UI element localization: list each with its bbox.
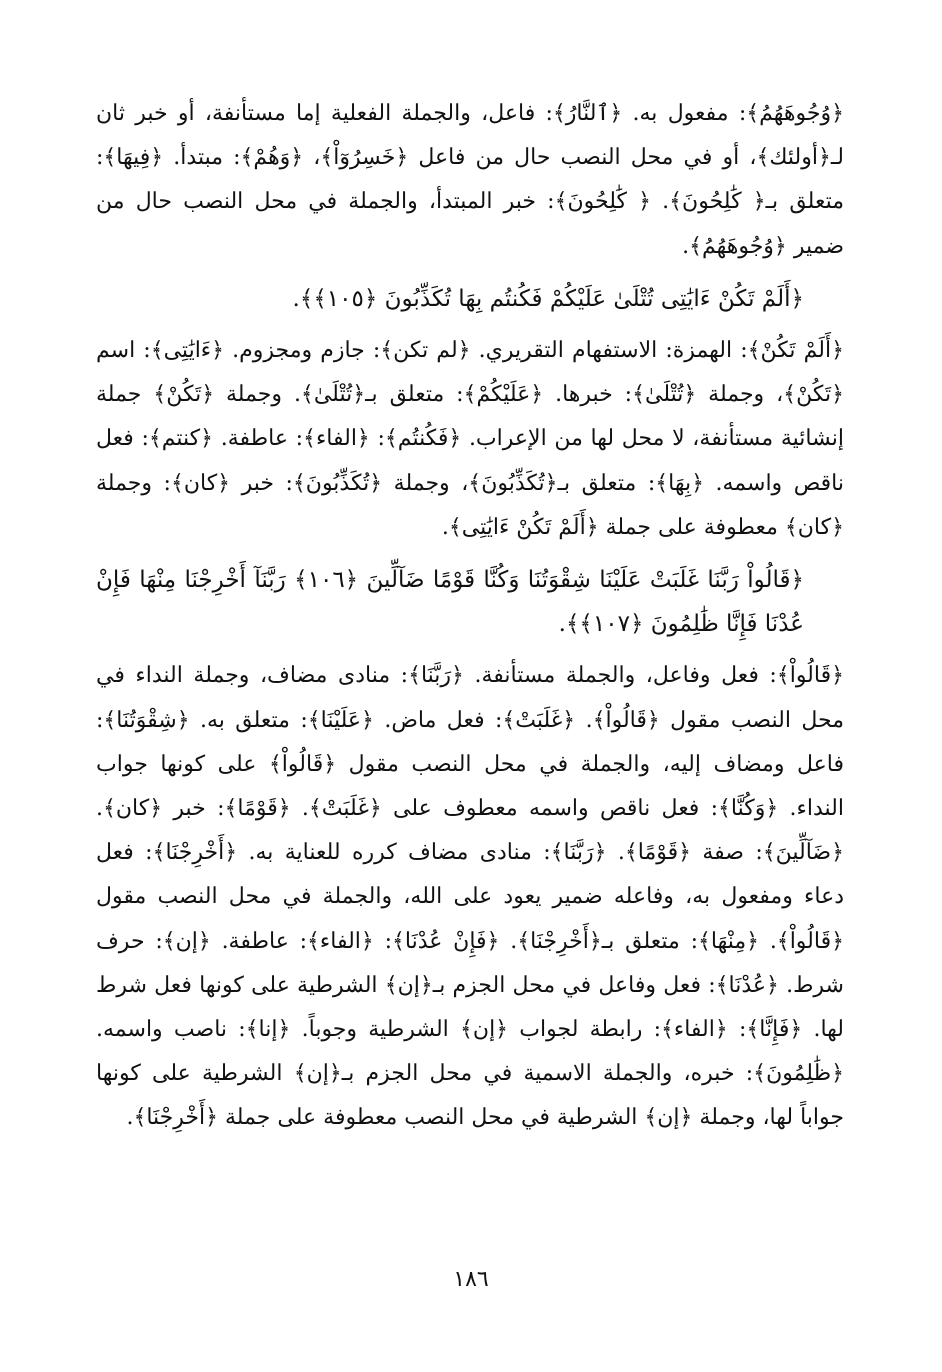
paragraph-irab-qalu: ﴿قَالُواْ﴾: فعل وفاعل، والجملة مستأنفة. ﴿رَبَّنَا﴾: منادى مضاف، وجملة النداء في محل النصب مقول ﴿قَالُواْ﴾. ﴿غَلَبَتْ﴾: فعل ماض. ﴿عَلَيْنَا﴾: متعلق به. ﴿شِقْوَتُنَا﴾: فاعل ومضاف إليه، والجملة في محل النصب مقول ﴿قَالُواْ﴾ على كونها جواب النداء. ﴿وَكُنَّا﴾: فعل ناقص واسمه معطوف على ﴿غَلَبَتْ﴾. ﴿قَوْمًا﴾: خبر ﴿كان﴾. ﴿ضَآلِّينَ﴾: صفة ﴿قَوْمًا﴾. ﴿رَبَّنَا﴾: منادى مضاف كرره للعناية به. ﴿أَخْرِجْنَا﴾: فعل دعاء ومفعول به، وفاعله ضمير يعود على الله، والجملة في محل النصب مقول ﴿قَالُواْ﴾. ﴿مِنْهَا﴾: متعلق بـ﴿أَخْرِجْنَا﴾. ﴿فَإِنْ عُدْنَا﴾: ﴿الفاء﴾: عاطفة. ﴿إن﴾: حرف شرط. ﴿عُدْنَا﴾: فعل وفاعل في محل الجزم بـ﴿إن﴾ الشرطية على كونها فعل شرط لها. ﴿فَإِنَّا﴾: ﴿الفاء﴾: رابطة لجواب ﴿إن﴾ الشرطية وجوباً. ﴿إنا﴾: ناصب واسمه. ﴿ظَٰلِمُونَ﴾: خبره، والجملة الاسمية في محل الجزم بـ﴿إن﴾ الشرطية على كونها جواباً لها، وجملة ﴿إن﴾ الشرطية في محل النصب معطوفة على جملة ﴿أَخْرِجْنَا﴾. [96, 663, 844, 1131]
page-number: ١٨٦ [453, 1267, 489, 1292]
page-body [96, 92, 844, 1141]
ayah-105: ﴿أَلَمْ تَكُنْ ءَايَٰتِى تُتْلَىٰ عَلَيْكُمْ فَكُنتُم بِهَا تُكَذِّبُونَ ﴿١٠٥﴾﴾. [292, 285, 804, 312]
paragraph-irab-wujuhahum: ﴿وُجُوهَهُمُ﴾: مفعول به. ﴿ٱلنَّارُ﴾: فاعل، والجملة الفعلية إما مستأنفة، أو خبر ثان لـ﴿أولئك﴾، أو في محل النصب حال من فاعل ﴿خَسِرُوٓاْ﴾، ﴿وَهُمْ﴾: مبتدأ. ﴿فِيهَا﴾: متعلق بـ﴿ كَٰلِحُونَ﴾. ﴿ كَٰلِحُونَ﴾: خبر المبتدأ، والجملة في محل النصب حال من ضمير ﴿وُجُوهَهُمُ﴾. [96, 101, 844, 259]
ayah-106-107: ﴿قَالُواْ رَبَّنَا غَلَبَتْ عَلَيْنَا شِقْوَتُنَا وَكُنَّا قَوْمًا ضَآلِّينَ ﴿١٠٦﴾ رَبَّنَآ أَخْرِجْنَا مِنْهَا فَإِنْ عُدْنَا فَإِنَّا ظَٰلِمُونَ ﴿١٠٧﴾﴾. [96, 567, 804, 638]
paragraph-irab-alam-takun: ﴿أَلَمْ تَكُنْ﴾: الهمزة: الاستفهام التقريري. ﴿لم تكن﴾: جازم ومجزوم. ﴿ءَايَٰتِى﴾: اسم ﴿تَكُنْ﴾، وجملة ﴿تُتْلَىٰ﴾: خبرها. ﴿عَلَيْكُمْ﴾: متعلق بـ﴿تُتْلَىٰ﴾. وجملة ﴿تَكُنْ﴾ جملة إنشائية مستأنفة، لا محل لها من الإعراب. ﴿فَكُنتُم﴾: ﴿الفاء﴾: عاطفة. ﴿كنتم﴾: فعل ناقص واسمه. ﴿بِهَا﴾: متعلق بـ﴿تُكَذِّبُونَ﴾، وجملة ﴿تُكَذِّبُونَ﴾: خبر ﴿كان﴾: وجملة ﴿كان﴾ معطوفة على جملة ﴿أَلَمْ تَكُنْ ءَايَٰتِى﴾. [96, 338, 844, 540]
